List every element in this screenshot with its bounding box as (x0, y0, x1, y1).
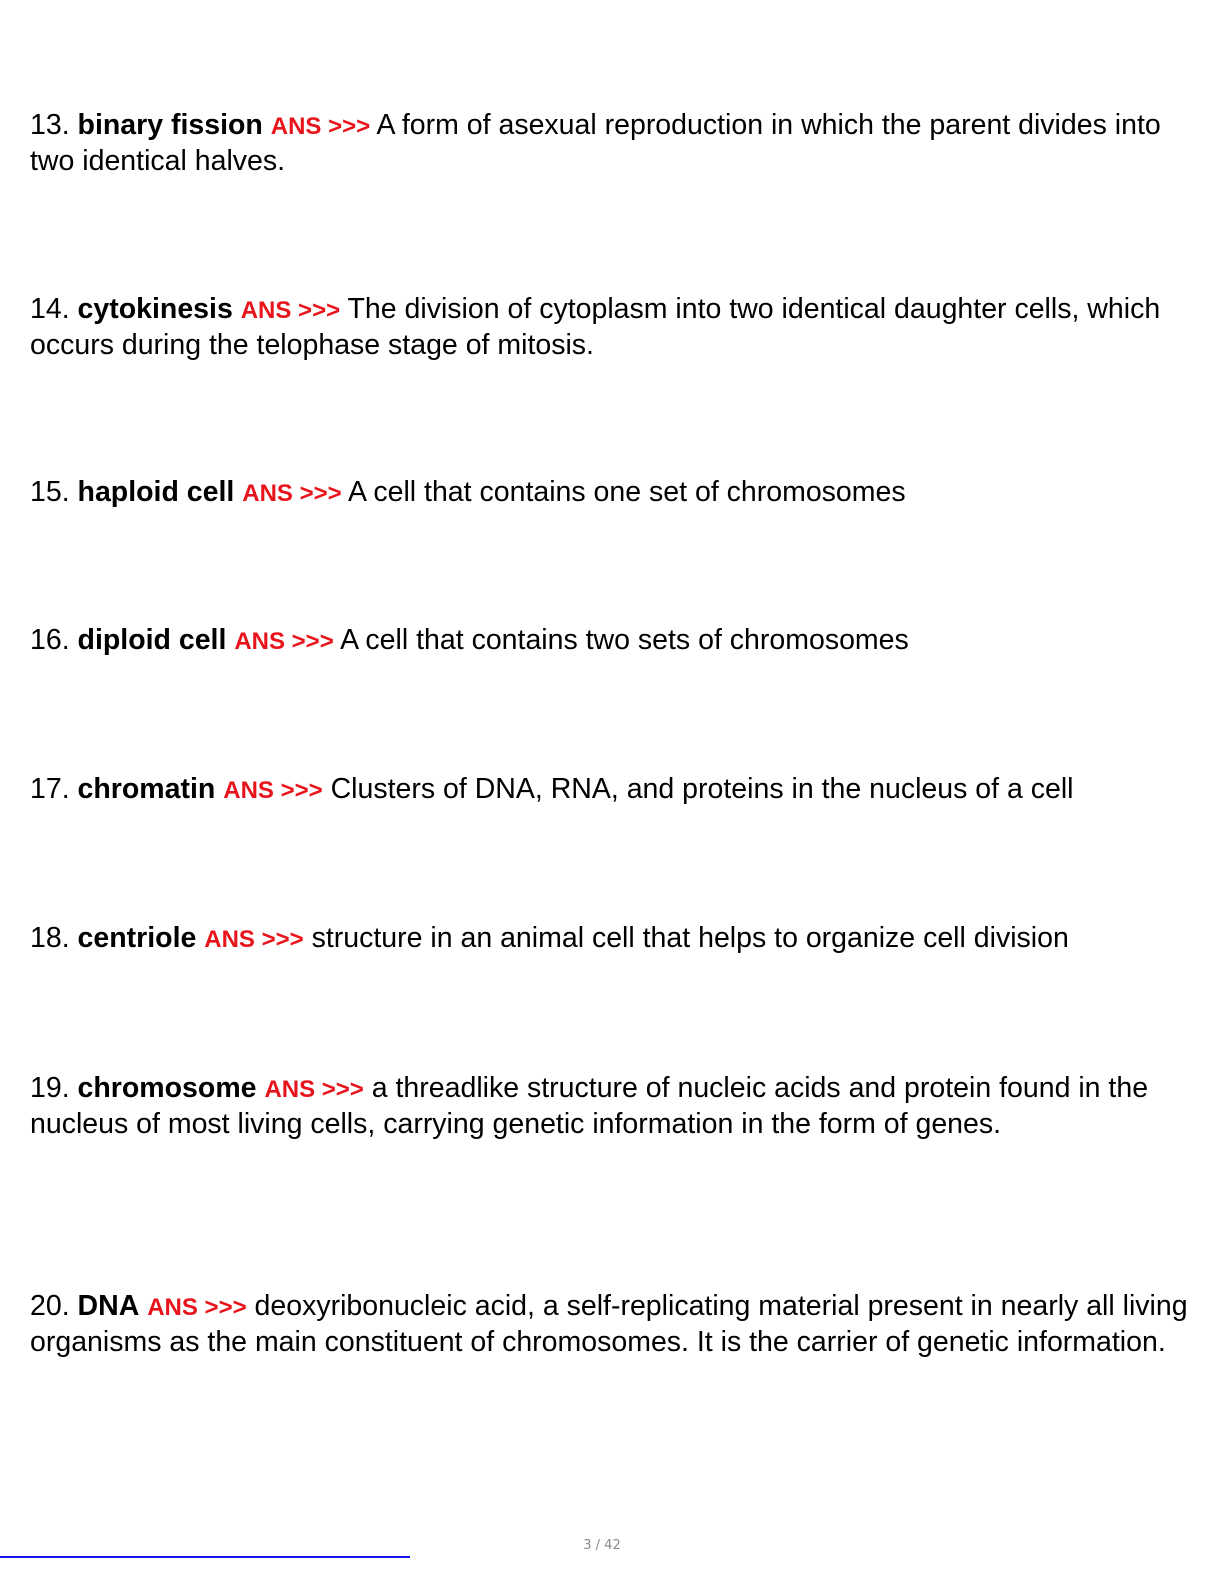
entry-17 (30, 772, 1195, 808)
entry-number: 16. (30, 624, 70, 656)
entry-20 (30, 1289, 1195, 1360)
ans-marker: ANS >>> (234, 628, 334, 655)
ans-marker: ANS >>> (240, 297, 341, 324)
entry-definition: The division of cytoplasm into two identical daughter cells, which occurs during the telophase stage of mitosis. (30, 293, 1161, 361)
entry-term: haploid cell (77, 476, 235, 508)
entry-definition: A form of asexual reproduction in which the parent divides into two identical halves. (30, 109, 1161, 177)
entry-term: chromatin (77, 773, 216, 805)
ans-marker: ANS >>> (204, 926, 304, 953)
entry-term: diploid cell (77, 624, 227, 656)
entry-definition: A cell that contains two sets of chromosomes (340, 624, 909, 656)
entry-number: 19. (30, 1072, 70, 1104)
entry-number: 18. (30, 922, 70, 954)
page-number: 3 / 42 (583, 1538, 621, 1553)
entry-term: cytokinesis (77, 293, 233, 325)
entry-16 (30, 623, 1195, 659)
entry-definition: deoxyribonucleic acid, a self-replicating material present in nearly all living organisms as the main constituent of chromosomes. It is the carrier of genetic information. (30, 1290, 1188, 1358)
footer-link-underline[interactable] (0, 1556, 410, 1558)
entry-definition: A cell that contains one set of chromosomes (348, 476, 906, 508)
entry-number: 20. (30, 1290, 70, 1322)
entry-definition: Clusters of DNA, RNA, and proteins in the nucleus of a cell (330, 773, 1074, 805)
entry-13 (30, 108, 1195, 179)
entry-term: binary fission (77, 109, 263, 141)
entry-14 (30, 292, 1195, 363)
ans-marker: ANS >>> (147, 1294, 247, 1321)
ans-marker: ANS >>> (242, 480, 342, 507)
entry-term: centriole (77, 922, 197, 954)
entry-number: 15. (30, 476, 70, 508)
entry-term: DNA (77, 1290, 140, 1322)
entry-18 (30, 921, 1195, 957)
ans-marker: ANS >>> (270, 113, 371, 140)
ans-marker: ANS >>> (223, 777, 323, 804)
entry-number: 17. (30, 773, 70, 805)
entry-19 (30, 1071, 1195, 1142)
ans-marker: ANS >>> (264, 1076, 364, 1103)
entry-definition: structure in an animal cell that helps to organize cell division (311, 922, 1069, 954)
entry-number: 13. (30, 109, 70, 141)
entry-15 (30, 475, 1195, 511)
entry-definition: a threadlike structure of nucleic acids and protein found in the nucleus of most living cells, carrying genetic information in the form of genes. (30, 1072, 1149, 1140)
entry-term: chromosome (77, 1072, 257, 1104)
entry-number: 14. (30, 293, 70, 325)
